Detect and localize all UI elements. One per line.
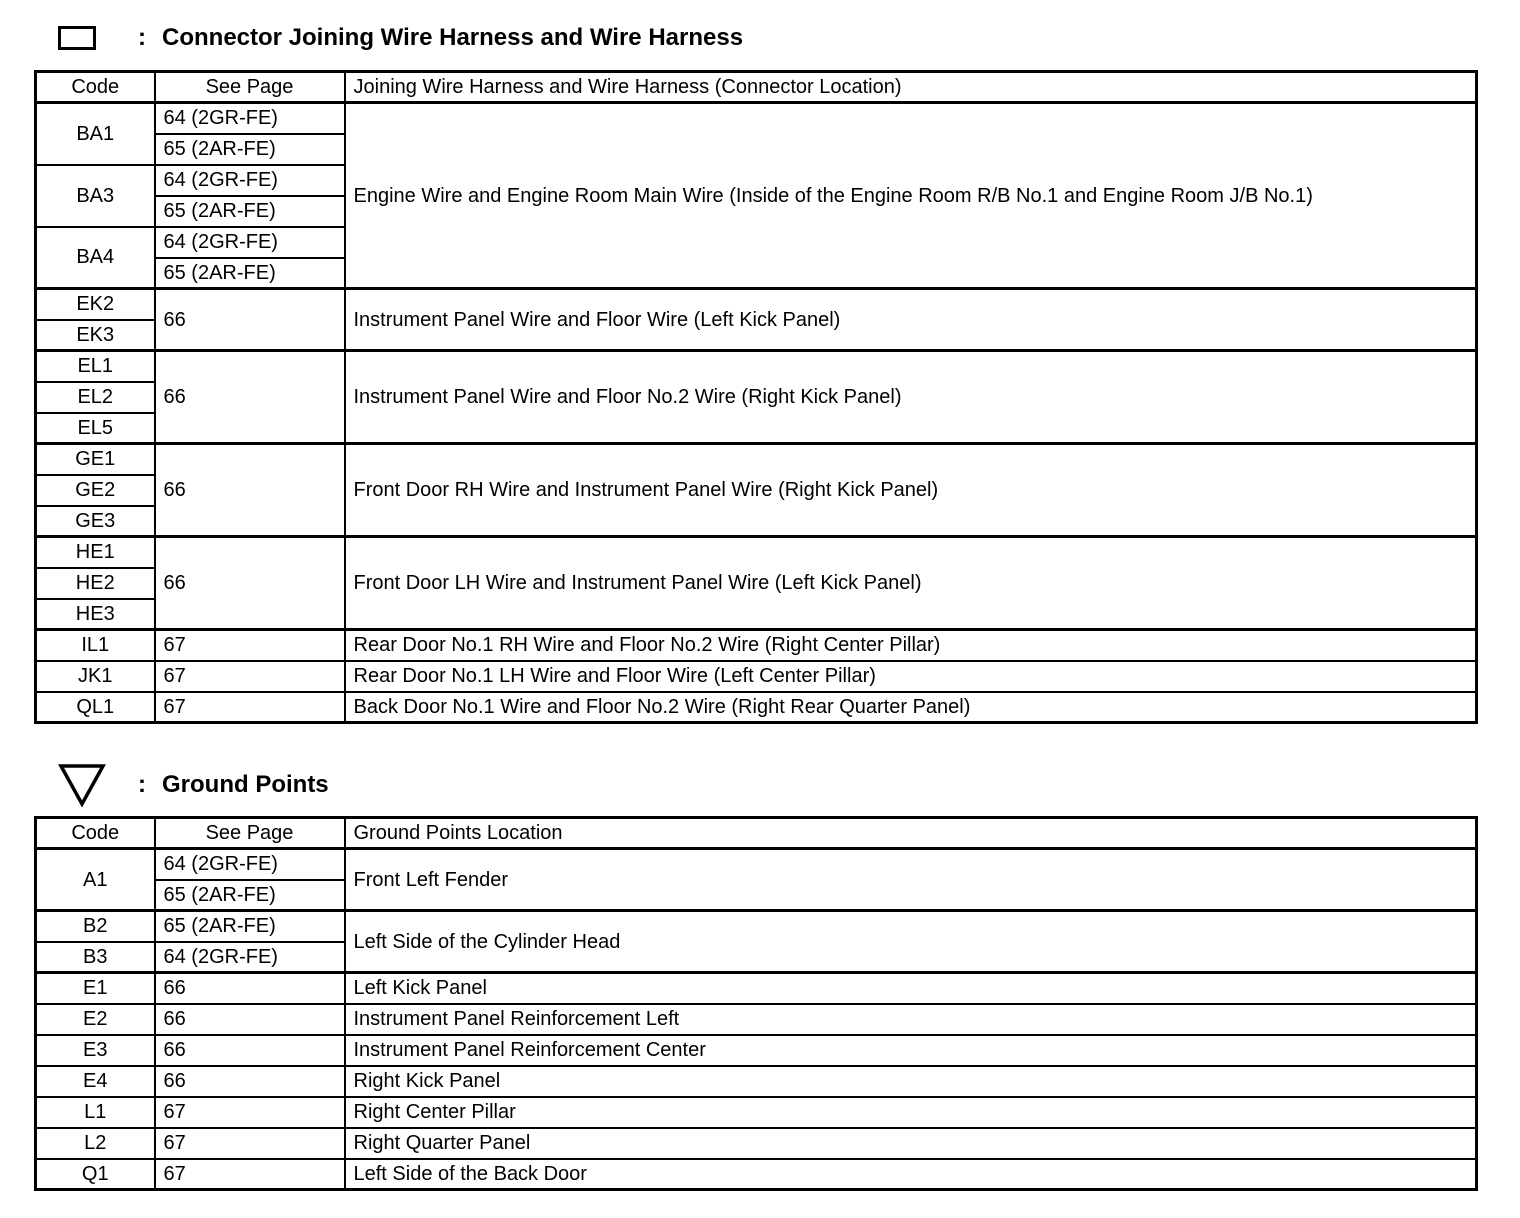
page-cell: 65 (2AR-FE)	[155, 880, 345, 911]
code-cell: E4	[36, 1066, 155, 1097]
connector-table	[34, 70, 1478, 724]
connector-section-heading	[58, 24, 743, 52]
location-cell: Right Kick Panel	[345, 1066, 1477, 1097]
table-row	[36, 537, 1477, 568]
page-cell: 67	[155, 1128, 345, 1159]
page-cell: 66	[155, 289, 345, 351]
table-row	[36, 289, 1477, 320]
code-cell: E3	[36, 1035, 155, 1066]
code-cell: L2	[36, 1128, 155, 1159]
code-cell: B3	[36, 942, 155, 973]
triangle-ground-icon	[58, 763, 106, 807]
page-cell: 66	[155, 537, 345, 630]
page-cell: 67	[155, 1097, 345, 1128]
page-cell: 66	[155, 351, 345, 444]
page-cell: 67	[155, 661, 345, 692]
code-cell: HE1	[36, 537, 155, 568]
page-cell: 64 (2GR-FE)	[155, 849, 345, 880]
code-cell: E2	[36, 1004, 155, 1035]
page-cell: 64 (2GR-FE)	[155, 165, 345, 196]
code-cell: EL5	[36, 413, 155, 444]
page-cell: 65 (2AR-FE)	[155, 196, 345, 227]
header-see-page: See Page	[155, 818, 345, 849]
location-cell: Instrument Panel Reinforcement Left	[345, 1004, 1477, 1035]
table-row	[36, 103, 1477, 134]
page-cell: 65 (2AR-FE)	[155, 911, 345, 942]
ground-points-table	[34, 816, 1478, 1191]
code-cell: GE2	[36, 475, 155, 506]
location-cell: Left Side of the Cylinder Head	[345, 911, 1477, 973]
page-cell: 64 (2GR-FE)	[155, 942, 345, 973]
code-cell: IL1	[36, 630, 155, 661]
code-cell: HE2	[36, 568, 155, 599]
location-cell: Rear Door No.1 RH Wire and Floor No.2 Wire (Right Center Pillar)	[345, 630, 1477, 661]
table-header-row	[36, 818, 1477, 849]
table-row	[36, 692, 1477, 723]
header-see-page: See Page	[155, 72, 345, 103]
heading-colon: :	[138, 24, 146, 51]
page-cell: 66	[155, 444, 345, 537]
location-cell: Back Door No.1 Wire and Floor No.2 Wire (Right Rear Quarter Panel)	[345, 692, 1477, 723]
code-cell: Q1	[36, 1159, 155, 1190]
code-cell: E1	[36, 973, 155, 1004]
code-cell: GE3	[36, 506, 155, 537]
code-cell: A1	[36, 849, 155, 911]
table-row	[36, 1066, 1477, 1097]
table-row	[36, 1159, 1477, 1190]
ground-section-title: Ground Points	[162, 771, 329, 798]
location-cell: Engine Wire and Engine Room Main Wire (Inside of the Engine Room R/B No.1 and Engine Room J/B No.1)	[345, 103, 1477, 289]
ground-section-heading	[58, 763, 329, 807]
location-cell: Front Left Fender	[345, 849, 1477, 911]
code-cell: JK1	[36, 661, 155, 692]
table-header-row	[36, 72, 1477, 103]
code-cell: EL1	[36, 351, 155, 382]
table-row	[36, 1004, 1477, 1035]
page-cell: 67	[155, 692, 345, 723]
code-cell: HE3	[36, 599, 155, 630]
location-cell: Instrument Panel Reinforcement Center	[345, 1035, 1477, 1066]
page-cell: 66	[155, 1035, 345, 1066]
location-cell: Left Side of the Back Door	[345, 1159, 1477, 1190]
table-row	[36, 849, 1477, 880]
table-row	[36, 351, 1477, 382]
table-row	[36, 661, 1477, 692]
code-cell: EK3	[36, 320, 155, 351]
code-cell: EK2	[36, 289, 155, 320]
square-connector-icon	[58, 26, 96, 50]
location-cell: Left Kick Panel	[345, 973, 1477, 1004]
location-cell: Front Door LH Wire and Instrument Panel Wire (Left Kick Panel)	[345, 537, 1477, 630]
location-cell: Instrument Panel Wire and Floor No.2 Wire (Right Kick Panel)	[345, 351, 1477, 444]
page-cell: 67	[155, 630, 345, 661]
table-row	[36, 911, 1477, 942]
page-cell: 66	[155, 1066, 345, 1097]
table-row	[36, 973, 1477, 1004]
table-row	[36, 1097, 1477, 1128]
code-cell: EL2	[36, 382, 155, 413]
header-code: Code	[36, 818, 155, 849]
location-cell: Right Center Pillar	[345, 1097, 1477, 1128]
page-cell: 64 (2GR-FE)	[155, 227, 345, 258]
connector-section-title: Connector Joining Wire Harness and Wire Harness	[162, 24, 744, 51]
location-cell: Front Door RH Wire and Instrument Panel Wire (Right Kick Panel)	[345, 444, 1477, 537]
location-cell: Rear Door No.1 LH Wire and Floor Wire (Left Center Pillar)	[345, 661, 1477, 692]
code-cell: BA1	[36, 103, 155, 165]
header-location: Joining Wire Harness and Wire Harness (Connector Location)	[345, 72, 1477, 103]
location-cell: Right Quarter Panel	[345, 1128, 1477, 1159]
heading-colon: :	[138, 771, 146, 798]
page-cell: 64 (2GR-FE)	[155, 103, 345, 134]
header-location: Ground Points Location	[345, 818, 1477, 849]
page-cell: 67	[155, 1159, 345, 1190]
header-code: Code	[36, 72, 155, 103]
code-cell: QL1	[36, 692, 155, 723]
table-row	[36, 444, 1477, 475]
page-cell: 65 (2AR-FE)	[155, 134, 345, 165]
page-cell: 66	[155, 973, 345, 1004]
location-cell: Instrument Panel Wire and Floor Wire (Left Kick Panel)	[345, 289, 1477, 351]
code-cell: BA4	[36, 227, 155, 289]
code-cell: BA3	[36, 165, 155, 227]
page-cell: 65 (2AR-FE)	[155, 258, 345, 289]
table-row	[36, 1035, 1477, 1066]
table-row	[36, 630, 1477, 661]
code-cell: L1	[36, 1097, 155, 1128]
table-row	[36, 1128, 1477, 1159]
code-cell: GE1	[36, 444, 155, 475]
code-cell: B2	[36, 911, 155, 942]
page-cell: 66	[155, 1004, 345, 1035]
